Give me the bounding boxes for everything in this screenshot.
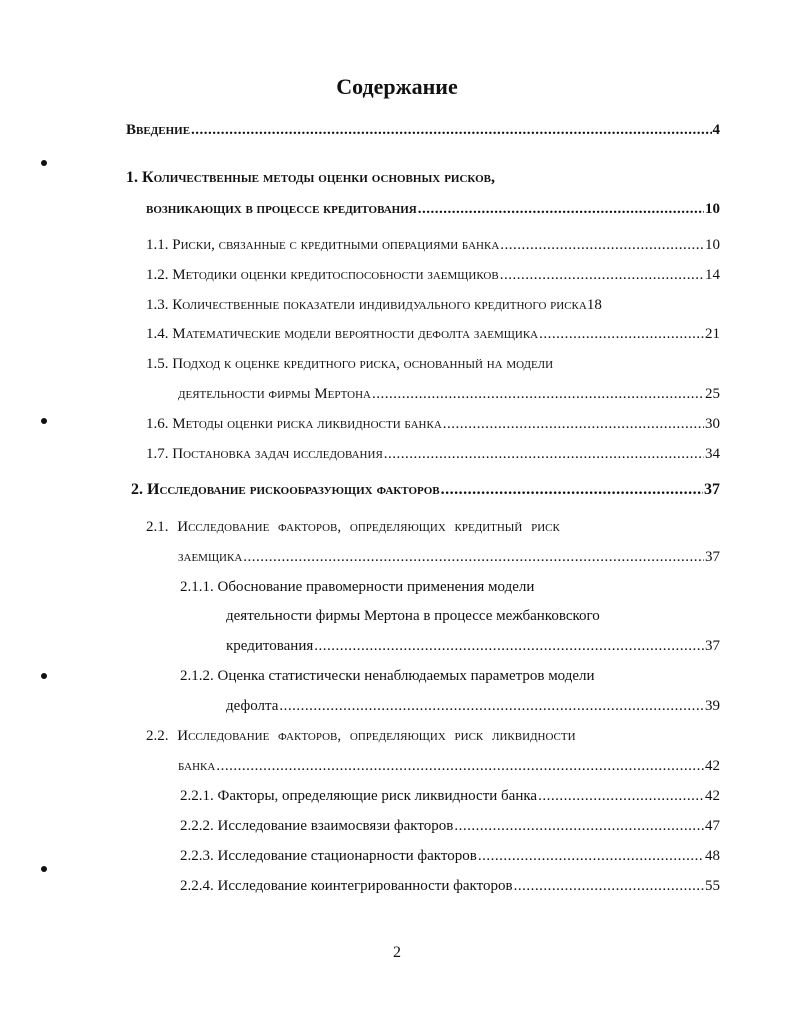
- toc-page-number: 18: [586, 297, 602, 313]
- toc-entry-2-1-line1[interactable]: 2.1. Исследование факторов, определяющих кредитный риск: [146, 519, 560, 535]
- toc-entry-1-4[interactable]: [146, 322, 720, 346]
- toc-label: 1.3. Количественные показатели индивидуального кредитного риска: [146, 297, 587, 313]
- toc-label: 2.2.1. Факторы, определяющие риск ликвидности банка: [180, 788, 538, 804]
- toc-label: кредитования: [226, 638, 314, 654]
- toc-entry-1-5-line1[interactable]: 1.5. Подход к оценке кредитного риска, основанный на модели: [146, 356, 554, 372]
- toc-label: заемщика: [178, 549, 243, 565]
- dot-leader: [314, 634, 704, 658]
- dot-leader: [418, 197, 704, 221]
- toc-label: 2.2.4. Исследование коинтегрированности факторов: [180, 878, 513, 894]
- toc-page-number: 55: [705, 878, 720, 894]
- toc-page-number: 34: [705, 446, 720, 462]
- toc-label: 1.6. Методы оценки риска ликвидности банка: [146, 416, 442, 432]
- toc-page-number: 30: [705, 416, 720, 432]
- toc-entry-1-1[interactable]: [146, 233, 720, 257]
- toc-label: 1.7. Постановка задач исследования: [146, 446, 383, 462]
- toc-page-number: 37: [704, 481, 720, 498]
- binding-hole-mark: [41, 160, 47, 166]
- toc-entry-1-6[interactable]: [146, 412, 720, 436]
- toc-entry-2-1[interactable]: [178, 545, 720, 569]
- toc-page-number: 14: [705, 267, 720, 283]
- dot-leader: [500, 263, 704, 287]
- toc-page-number: 4: [712, 122, 720, 138]
- dot-leader: [539, 322, 704, 346]
- toc-page-number: 42: [705, 788, 720, 804]
- binding-hole-mark: [41, 418, 47, 424]
- toc-page-number: 48: [705, 848, 720, 864]
- toc-entry-2-2-4[interactable]: [180, 874, 720, 898]
- dot-leader: [514, 874, 704, 898]
- toc-page-number: 37: [705, 638, 720, 654]
- toc-entry-2-1-1[interactable]: [226, 634, 720, 658]
- dot-leader: [191, 118, 711, 142]
- dot-leader: [538, 784, 704, 808]
- dot-leader: [372, 382, 704, 406]
- toc-label: 1.1. Риски, связанные с кредитными операциями банка: [146, 237, 500, 253]
- toc-label: 2.2.3. Исследование стационарности факторов: [180, 848, 477, 864]
- toc-entry-2-2-2[interactable]: [180, 814, 720, 838]
- toc-page-number: 21: [705, 326, 720, 342]
- toc-chapter-2[interactable]: [131, 478, 720, 502]
- dot-leader: [454, 814, 704, 838]
- toc-chapter-1-title[interactable]: 1. Количественные методы оценки основных рисков,: [126, 169, 496, 186]
- toc-label: Введение: [126, 122, 191, 138]
- toc-page-number: 10: [705, 237, 720, 253]
- toc-page-number: 47: [705, 818, 720, 834]
- toc-label: возникающих в процессе кредитования: [146, 201, 417, 217]
- dot-leader: [216, 754, 704, 778]
- binding-hole-mark: [41, 866, 47, 872]
- toc-page-number: 37: [705, 549, 720, 565]
- dot-leader: [500, 233, 704, 257]
- toc-entry-2-2-1[interactable]: [180, 784, 720, 808]
- page-title: Содержание: [336, 74, 458, 99]
- toc-entry-2-1-1-line1[interactable]: 2.1.1. Обоснование правомерности применения модели: [180, 579, 535, 595]
- toc-page-number: 10: [705, 201, 720, 217]
- toc-entry-1-3[interactable]: [146, 293, 720, 317]
- toc-label: 2.2.2. Исследование взаимосвязи факторов: [180, 818, 454, 834]
- toc-entry-2-2[interactable]: [178, 754, 720, 778]
- toc-entry-1-5[interactable]: [178, 382, 720, 406]
- page-number: 2: [393, 944, 401, 961]
- toc-label: банка: [178, 758, 216, 774]
- toc-entry-2-1-2[interactable]: [226, 694, 720, 718]
- toc-label: 2. Исследование рискообразующих факторов: [131, 481, 440, 498]
- toc-page-number: 39: [705, 698, 720, 714]
- dot-leader: [384, 442, 704, 466]
- toc-page-number: 25: [705, 386, 720, 402]
- toc-label: деятельности фирмы Мертона: [178, 386, 371, 402]
- toc-entry-2-1-1-line2[interactable]: деятельности фирмы Мертона в процессе межбанковского: [226, 608, 600, 624]
- binding-hole-mark: [41, 673, 47, 679]
- toc-entry-2-2-line1[interactable]: 2.2. Исследование факторов, определяющих риск ликвидности: [146, 728, 576, 744]
- toc-label: 1.2. Методики оценки кредитоспособности заемщиков: [146, 267, 499, 283]
- dot-leader: [441, 478, 703, 502]
- toc-page-number: 42: [705, 758, 720, 774]
- dot-leader: [478, 844, 704, 868]
- dot-leader: [243, 545, 704, 569]
- toc-entry-1-7[interactable]: [146, 442, 720, 466]
- dot-leader: [279, 694, 704, 718]
- toc-entry-1-2[interactable]: [146, 263, 720, 287]
- dot-leader: [443, 412, 704, 436]
- toc-entry-2-2-3[interactable]: [180, 844, 720, 868]
- toc-entry-introduction[interactable]: [126, 118, 720, 142]
- toc-chapter-1[interactable]: [146, 197, 720, 221]
- toc-label: 1.4. Математические модели вероятности дефолта заемщика: [146, 326, 539, 342]
- toc-entry-2-1-2-line1[interactable]: 2.1.2. Оценка статистически ненаблюдаемых параметров модели: [180, 668, 595, 684]
- toc-label: дефолта: [226, 698, 279, 714]
